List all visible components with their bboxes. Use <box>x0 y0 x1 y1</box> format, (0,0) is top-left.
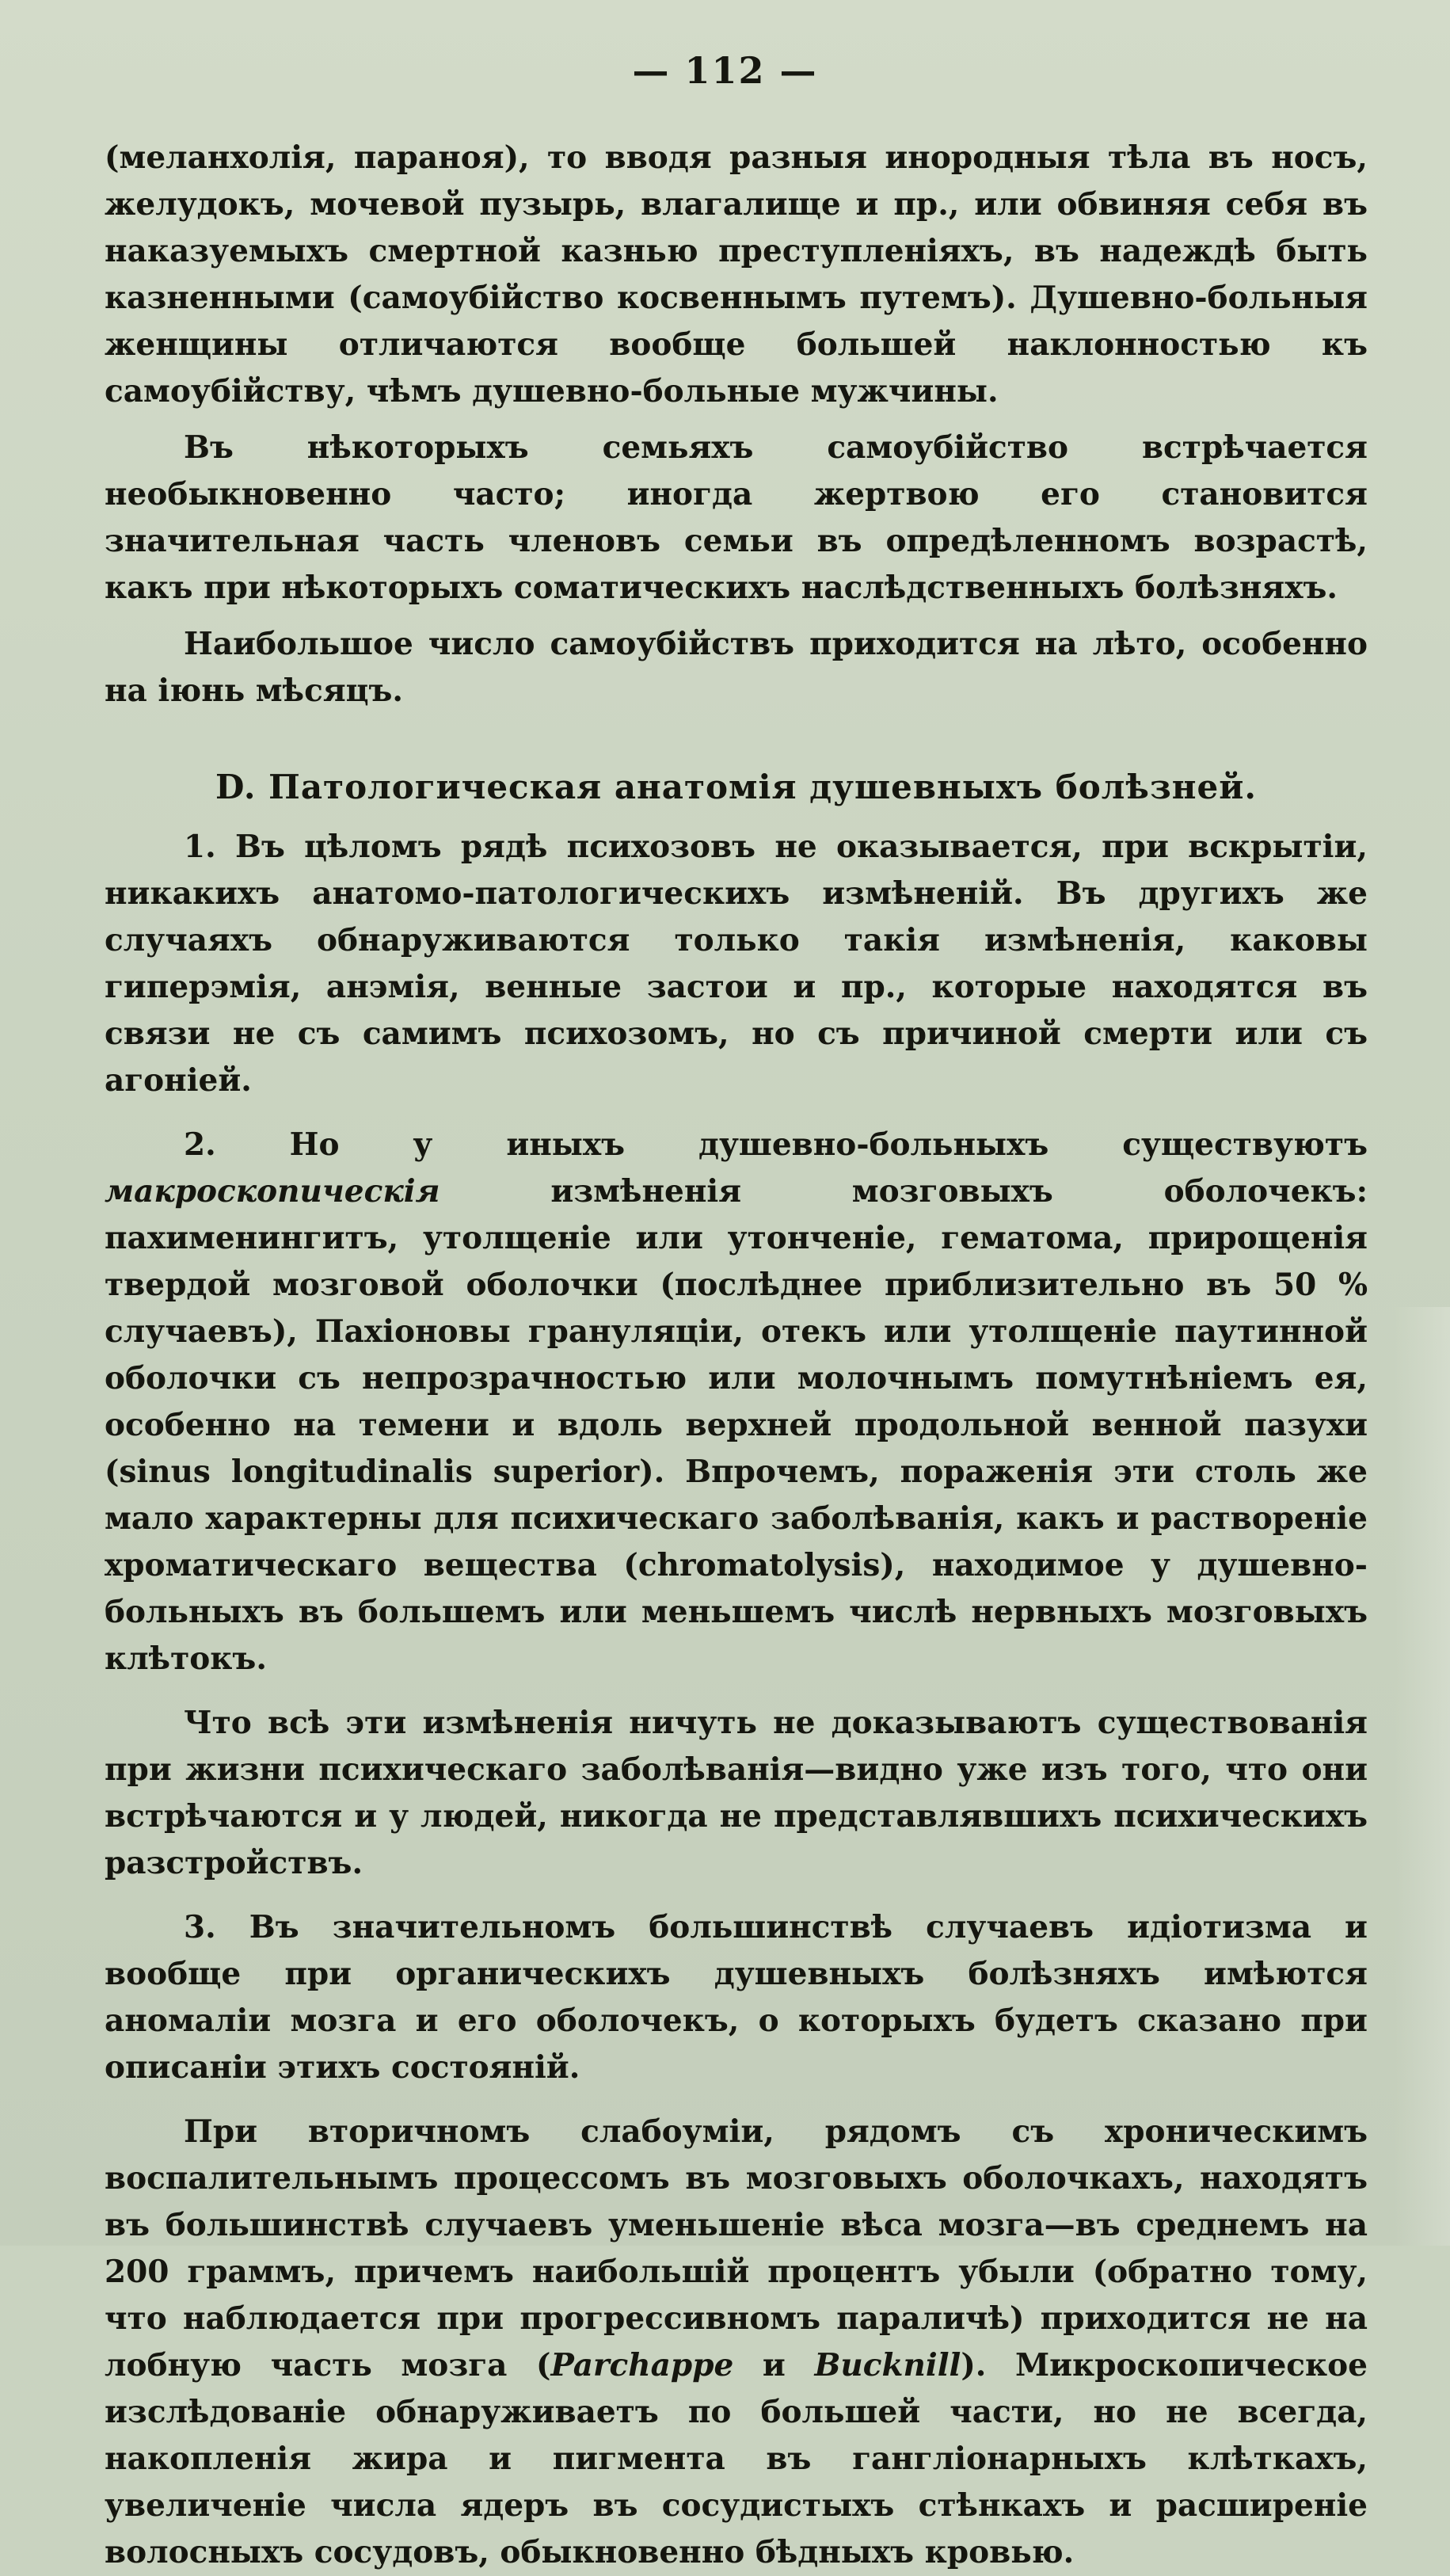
macroscopic-term: макроскопическія <box>105 1173 440 1210</box>
paragraph-continuation: (меланхолія, параноя), то вводя разныя инородныя тѣла въ носъ, желудокъ, мочевой пузырь, влагалище и пр., или обвиняя себя въ наказуемыхъ смертной казнью преступленіяхъ, въ надеждѣ быть казненными (самоубійство косвеннымъ путемъ). Душевно-больныя женщины отличаются вообще большей наклонностью къ самоубійству, чѣмъ душевно-больные мужчины. <box>105 139 1368 410</box>
paragraph-2 <box>105 1122 1368 1682</box>
paragraph-2-part: ), находимое у душевно-больныхъ въ большемъ или меньшемъ числѣ нервныхъ мозговыхъ клѣтокъ. <box>105 1547 1368 1677</box>
paragraph-4-part: ). Микроскопическое изслѣдованіе обнаруживаетъ по большей части, но не всегда, накопленія жира и пигмента въ гангліонарныхъ клѣткахъ, увеличеніе числа ядеръ въ сосудистыхъ стѣнкахъ и расширеніе волосныхъ сосудовъ, обыкновенно бѣдныхъ кровью. <box>105 2347 1368 2570</box>
paragraph-suicide-season: Наибольшое число самоубійствъ приходится на лѣто, особенно на іюнь мѣсяцъ. <box>105 626 1368 709</box>
paragraph-4-lead: При вторичномъ слабоуміи, рядомъ съ хроническимъ воспалительнымъ процессомъ въ мозговыхъ оболочкахъ, находятъ въ большинствѣ случаевъ уменьшеніе вѣса мозга—въ среднемъ на <box>105 2113 1368 2243</box>
percent-value: 50 % <box>1273 1267 1368 1303</box>
paragraph-3: 3. Въ значительномъ большинствѣ случаевъ идіотизма и вообще при органическихъ душевныхъ болѣзняхъ имѣются аномаліи мозга и его оболочекъ, о которыхъ будетъ сказано при описаніи этихъ состояній. <box>105 1909 1368 2086</box>
paragraph-family-suicide: Въ нѣкоторыхъ семьяхъ самоубійство встрѣчается необыкновенно часто; иногда жертвою его становится значительная часть членовъ семьи въ опредѣленномъ возрастѣ, какъ при нѣкоторыхъ соматическихъ наслѣдственныхъ болѣзняхъ. <box>105 429 1368 606</box>
conjunction: и <box>762 2347 786 2384</box>
paragraph-4-part: , причемъ наибольшій процентъ убыли (обратно тому, что наблюдается при прогрессивномъ параличѣ) приходится не на лобную часть мозга ( <box>105 2254 1368 2384</box>
latin-term-sinus: sinus longitudinalis superior <box>119 1454 640 1490</box>
paragraph-2-part: ). Впрочемъ, пораженія эти столь же мало характерны для психическаго заболѣванія, какъ и раствореніе хроматическаго вещества ( <box>105 1454 1368 1583</box>
paragraph-2-lead: 2. Но у иныхъ душевно-больныхъ существуютъ <box>184 1126 1368 1163</box>
page-number: — 112 — <box>632 49 818 92</box>
paragraph-2-part: случаевъ), Пахіоновы грануляціи, отекъ или утолщеніе паутинной оболочки съ непрозрачностью или молочнымъ помутнѣніемъ ея, особенно на темени и вдоль верхней продольной венной пазухи ( <box>105 1313 1368 1490</box>
paragraph-4 <box>105 2109 1368 2576</box>
page-text <box>105 135 1368 2576</box>
author-bucknill: Bucknill <box>814 2347 961 2384</box>
paragraph-1: 1. Въ цѣломъ рядѣ психозовъ не оказывается, при вскрытіи, никакихъ анатомо-патологическихъ измѣненій. Въ другихъ же случаяхъ обнаруживаются только такія измѣненія, каковы гиперэмія, анэмія, венные застои и пр., которые находятся въ связи не съ самимъ психозомъ, но съ причиной смерти или съ агоніей. <box>105 829 1368 1099</box>
paragraph-2b: Что всѣ эти измѣненія ничуть не доказываютъ существованія при жизни психическаго заболѣванія—видно уже изъ того, что они встрѣчаются и у людей, никогда не представлявшихъ психическихъ разстройствъ. <box>105 1705 1368 1881</box>
author-parchappe: Parchappe <box>550 2347 734 2384</box>
section-heading: D. Патологическая анатомія душевныхъ болѣзней. <box>215 768 1257 806</box>
paragraph-2-part: измѣненія мозговыхъ оболочекъ: пахименингитъ, утолщеніе или утонченіе, гематома, прирощенія твердой мозговой оболочки (послѣднее приблизительно въ <box>105 1173 1368 1303</box>
latin-term-chromatolysis: chromatolysis <box>637 1547 881 1583</box>
grams-value: 200 граммъ <box>105 2254 325 2290</box>
